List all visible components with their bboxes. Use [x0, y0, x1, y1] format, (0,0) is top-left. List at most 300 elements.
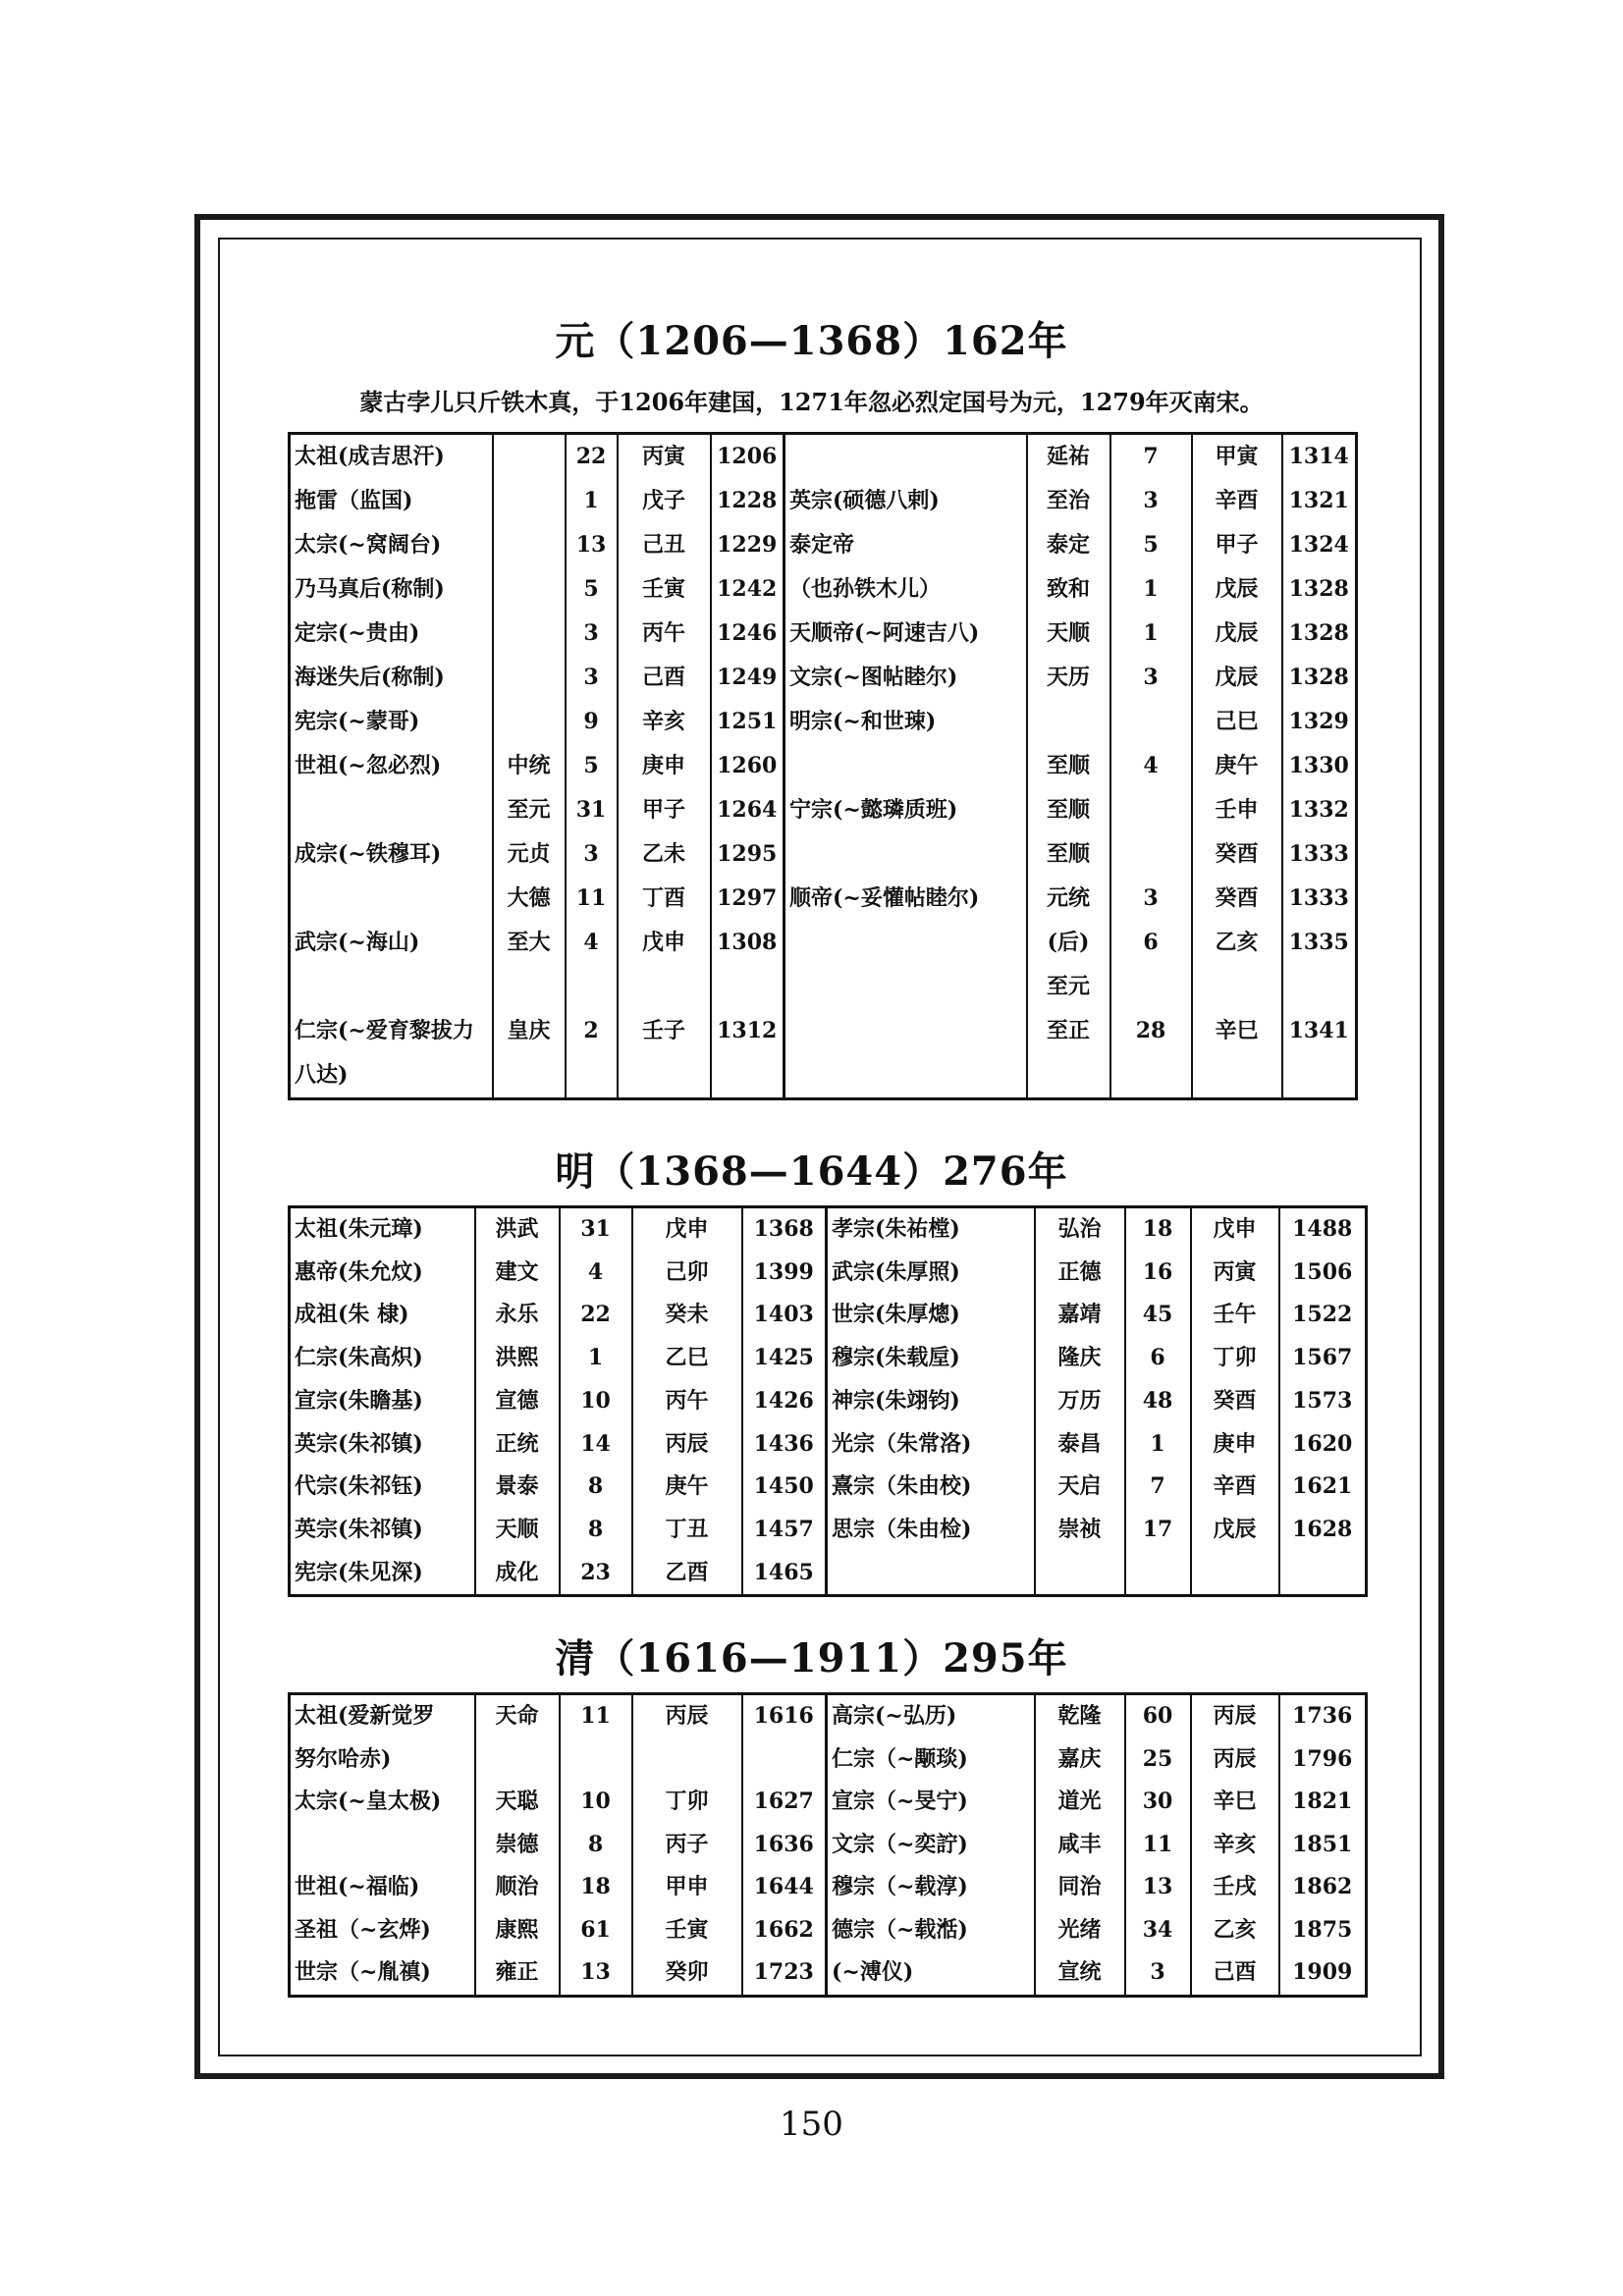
years-cell: 11 [1125, 1824, 1191, 1867]
ganzhi-cell: 丙辰 [632, 1694, 742, 1738]
emperor-cell: 太祖(朱元璋) [290, 1207, 475, 1252]
emperor-cell: 天顺帝(~阿速吉八) [784, 612, 1027, 656]
years-cell [1125, 1552, 1191, 1596]
emperor-cell: 穆宗(朱载垕) [827, 1337, 1035, 1380]
start-year-cell: 1616 [742, 1694, 827, 1738]
emperor-cell: 高宗(~弘历) [827, 1694, 1035, 1738]
years-cell: 30 [1125, 1781, 1191, 1824]
era-name-cell: 弘治 [1035, 1207, 1125, 1252]
ganzhi-cell: 乙酉 [632, 1552, 742, 1596]
start-year-cell: 1249 [711, 656, 784, 700]
ganzhi-cell: 戊申 [1191, 1207, 1279, 1252]
era-name-cell: 永乐 [475, 1294, 560, 1337]
emperor-cell: 光宗（朱常洛) [827, 1423, 1035, 1467]
years-cell: 11 [566, 877, 618, 921]
era-name-cell: 至顺 [1027, 788, 1110, 832]
emperor-cell: 宪宗(~蒙哥) [290, 700, 493, 744]
years-cell: 13 [560, 1951, 632, 1996]
start-year-cell: 1628 [1279, 1509, 1367, 1552]
era-name-cell [1035, 1552, 1125, 1596]
start-year-cell: 1522 [1279, 1294, 1367, 1337]
years-cell: 3 [1110, 479, 1192, 523]
era-name-cell: 景泰 [475, 1466, 560, 1509]
table-row [290, 921, 1357, 965]
ming-title: 明（1368—1644）276年 [555, 1148, 1068, 1195]
era-name-cell: 咸丰 [1035, 1824, 1125, 1867]
table-row [290, 1738, 1367, 1782]
table-row [290, 1694, 1367, 1738]
start-year-cell: 1426 [742, 1380, 827, 1423]
years-cell: 5 [566, 567, 618, 612]
years-cell: 4 [1110, 744, 1192, 788]
table-row [290, 1294, 1367, 1337]
era-name-cell: (后) [1027, 921, 1110, 965]
ganzhi-cell: 辛酉 [1192, 479, 1282, 523]
era-name-cell: 洪熙 [475, 1337, 560, 1380]
page-number: 150 [780, 2105, 843, 2144]
start-year-cell: 1723 [742, 1951, 827, 1996]
ganzhi-cell: 辛亥 [618, 700, 711, 744]
emperor-cell: 思宗（朱由检) [827, 1509, 1035, 1552]
years-cell: 9 [566, 700, 618, 744]
emperor-cell [784, 832, 1027, 877]
emperor-cell [290, 788, 493, 832]
start-year-cell: 1206 [711, 434, 784, 480]
start-year-cell: 1488 [1279, 1207, 1367, 1252]
era-name-cell: 至顺 [1027, 832, 1110, 877]
era-name-cell: 元贞 [493, 832, 566, 877]
era-name-cell: 乾隆 [1035, 1694, 1125, 1738]
table-row [290, 1207, 1367, 1252]
years-cell: 3 [1125, 1951, 1191, 1996]
years-cell: 61 [560, 1909, 632, 1952]
table-row [290, 1509, 1367, 1552]
start-year-cell: 1821 [1279, 1781, 1367, 1824]
era-name-cell: 成化 [475, 1552, 560, 1596]
era-name-cell: 崇德 [475, 1824, 560, 1867]
years-cell: 7 [1125, 1466, 1191, 1509]
years-cell: 31 [560, 1207, 632, 1252]
yuan-subtitle: 蒙古孛儿只斤铁木真，于1206年建国，1271年忽必烈定国号为元，1279年灭南宋。 [359, 388, 1264, 416]
ganzhi-cell: 丁丑 [632, 1509, 742, 1552]
table-row [290, 612, 1357, 656]
emperor-cell: 德宗（~载湉) [827, 1909, 1035, 1952]
emperor-cell: 明宗(~和世㻋) [784, 700, 1027, 744]
years-cell: 3 [566, 832, 618, 877]
start-year-cell: 1425 [742, 1337, 827, 1380]
era-name-cell: 大德 [493, 877, 566, 921]
start-year-cell: 1436 [742, 1423, 827, 1467]
start-year-cell [1279, 1552, 1367, 1596]
ganzhi-cell [1192, 965, 1282, 1009]
start-year-cell: 1229 [711, 523, 784, 567]
years-cell: 1 [1125, 1423, 1191, 1467]
era-name-cell: 元统 [1027, 877, 1110, 921]
emperor-cell: 成祖(朱 棣) [290, 1294, 475, 1337]
years-cell: 16 [1125, 1252, 1191, 1295]
ganzhi-cell: 己卯 [632, 1252, 742, 1295]
emperor-cell: 泰定帝 [784, 523, 1027, 567]
start-year-cell: 1567 [1279, 1337, 1367, 1380]
start-year-cell: 1636 [742, 1824, 827, 1867]
era-name-cell: 宣德 [475, 1380, 560, 1423]
start-year-cell: 1329 [1282, 700, 1357, 744]
era-name-cell: 中统 [493, 744, 566, 788]
years-cell: 18 [560, 1866, 632, 1909]
start-year-cell: 1368 [742, 1207, 827, 1252]
start-year-cell: 1450 [742, 1466, 827, 1509]
start-year-cell: 1333 [1282, 877, 1357, 921]
era-name-cell [493, 434, 566, 480]
ganzhi-cell: 壬戌 [1191, 1866, 1279, 1909]
years-cell: 48 [1125, 1380, 1191, 1423]
emperor-cell: 太祖(成吉思汗) [290, 434, 493, 480]
ganzhi-cell: 庚午 [632, 1466, 742, 1509]
years-cell: 23 [560, 1552, 632, 1596]
ganzhi-cell: 丁卯 [632, 1781, 742, 1824]
start-year-cell [711, 965, 784, 1009]
ganzhi-cell: 壬寅 [632, 1909, 742, 1952]
start-year-cell: 1332 [1282, 788, 1357, 832]
emperor-cell: （也孙铁木儿） [784, 567, 1027, 612]
qing-table [288, 1692, 1368, 1998]
ganzhi-cell: 己酉 [618, 656, 711, 700]
years-cell: 13 [1125, 1866, 1191, 1909]
start-year-cell: 1403 [742, 1294, 827, 1337]
start-year-cell: 1314 [1282, 434, 1357, 480]
emperor-cell: 孝宗(朱祐樘) [827, 1207, 1035, 1252]
years-cell [1110, 832, 1192, 877]
start-year-cell: 1399 [742, 1252, 827, 1295]
ganzhi-cell: 甲寅 [1192, 434, 1282, 480]
years-cell [1110, 700, 1192, 744]
ganzhi-cell: 甲申 [632, 1866, 742, 1909]
years-cell: 22 [560, 1294, 632, 1337]
ganzhi-cell: 丙寅 [618, 434, 711, 480]
years-cell: 4 [560, 1252, 632, 1295]
ganzhi-cell: 乙未 [618, 832, 711, 877]
era-name-cell [493, 965, 566, 1009]
ganzhi-cell: 壬子 [618, 1009, 711, 1099]
era-name-cell: 洪武 [475, 1207, 560, 1252]
ganzhi-cell: 癸酉 [1192, 877, 1282, 921]
emperor-cell [290, 1824, 475, 1867]
years-cell: 14 [560, 1423, 632, 1467]
years-cell: 3 [1110, 877, 1192, 921]
era-name-cell: 道光 [1035, 1781, 1125, 1824]
start-year-cell: 1228 [711, 479, 784, 523]
ming-table [288, 1205, 1368, 1597]
ganzhi-cell: 丙午 [618, 612, 711, 656]
ganzhi-cell: 己酉 [1191, 1951, 1279, 1996]
years-cell: 5 [1110, 523, 1192, 567]
start-year-cell: 1506 [1279, 1252, 1367, 1295]
ganzhi-cell: 戊辰 [1191, 1509, 1279, 1552]
emperor-cell [784, 965, 1027, 1009]
emperor-cell: 英宗(朱祁镇) [290, 1509, 475, 1552]
ganzhi-cell: 壬午 [1191, 1294, 1279, 1337]
years-cell: 4 [566, 921, 618, 965]
start-year-cell: 1335 [1282, 921, 1357, 965]
start-year-cell: 1333 [1282, 832, 1357, 877]
era-name-cell: 同治 [1035, 1866, 1125, 1909]
ganzhi-cell: 甲子 [618, 788, 711, 832]
emperor-cell: 宪宗(朱见深) [290, 1552, 475, 1596]
years-cell: 10 [560, 1380, 632, 1423]
table-row [290, 965, 1357, 1009]
start-year-cell: 1308 [711, 921, 784, 965]
emperor-cell: 太祖(爱新觉罗 [290, 1694, 475, 1738]
years-cell: 31 [566, 788, 618, 832]
years-cell: 5 [566, 744, 618, 788]
era-name-cell: 天顺 [1027, 612, 1110, 656]
ganzhi-cell: 戊辰 [1192, 612, 1282, 656]
era-name-cell: 泰昌 [1035, 1423, 1125, 1467]
emperor-cell: 世宗(朱厚熜) [827, 1294, 1035, 1337]
emperor-cell: (~溥仪) [827, 1951, 1035, 1996]
start-year-cell: 1312 [711, 1009, 784, 1099]
table-row [290, 1252, 1367, 1295]
years-cell: 22 [566, 434, 618, 480]
years-cell: 8 [560, 1466, 632, 1509]
years-cell [560, 1738, 632, 1782]
table-row [290, 434, 1357, 480]
era-name-cell: 至元 [1027, 965, 1110, 1009]
table-row [290, 832, 1357, 877]
table-row [290, 1009, 1357, 1099]
ganzhi-cell: 戊辰 [1192, 656, 1282, 700]
table-row [290, 1337, 1367, 1380]
years-cell: 34 [1125, 1909, 1191, 1952]
table-row [290, 744, 1357, 788]
table-row [290, 1909, 1367, 1952]
ganzhi-cell: 壬申 [1192, 788, 1282, 832]
emperor-cell: 拖雷（监国) [290, 479, 493, 523]
table-row [290, 1423, 1367, 1467]
ganzhi-cell: 辛巳 [1191, 1781, 1279, 1824]
emperor-cell: 穆宗（~载淳) [827, 1866, 1035, 1909]
ganzhi-cell: 丙辰 [1191, 1738, 1279, 1782]
emperor-cell: 乃马真后(称制) [290, 567, 493, 612]
start-year-cell [1282, 965, 1357, 1009]
emperor-cell: 仁宗(~爱育黎拔力八达) [290, 1009, 493, 1099]
ganzhi-cell: 己丑 [618, 523, 711, 567]
years-cell: 3 [1110, 656, 1192, 700]
table-row [290, 1824, 1367, 1867]
table-row [290, 788, 1357, 832]
emperor-cell: 世宗（~胤禛) [290, 1951, 475, 1996]
ganzhi-cell: 庚申 [1191, 1423, 1279, 1467]
start-year-cell: 1328 [1282, 656, 1357, 700]
emperor-cell [290, 877, 493, 921]
emperor-cell: 武宗(朱厚照) [827, 1252, 1035, 1295]
years-cell: 1 [1110, 567, 1192, 612]
ganzhi-cell: 丁酉 [618, 877, 711, 921]
years-cell [1110, 788, 1192, 832]
years-cell [1110, 965, 1192, 1009]
years-cell: 8 [560, 1824, 632, 1867]
table-row [290, 1781, 1367, 1824]
start-year-cell: 1909 [1279, 1951, 1367, 1996]
ganzhi-cell: 戊申 [618, 921, 711, 965]
emperor-cell [827, 1552, 1035, 1596]
emperor-cell: 仁宗（~颙琰) [827, 1738, 1035, 1782]
start-year-cell: 1862 [1279, 1866, 1367, 1909]
era-name-cell [493, 479, 566, 523]
ganzhi-cell [1191, 1552, 1279, 1596]
start-year-cell: 1328 [1282, 567, 1357, 612]
emperor-cell: 圣祖（~玄烨) [290, 1909, 475, 1952]
ganzhi-cell: 庚申 [618, 744, 711, 788]
years-cell: 3 [566, 612, 618, 656]
years-cell: 25 [1125, 1738, 1191, 1782]
ganzhi-cell: 癸未 [632, 1294, 742, 1337]
era-name-cell: 光绪 [1035, 1909, 1125, 1952]
table-row [290, 1552, 1367, 1596]
ganzhi-cell [618, 965, 711, 1009]
start-year-cell: 1662 [742, 1909, 827, 1952]
era-name-cell: 至正 [1027, 1009, 1110, 1099]
ganzhi-cell: 乙亥 [1191, 1909, 1279, 1952]
years-cell: 6 [1110, 921, 1192, 965]
years-cell: 8 [560, 1509, 632, 1552]
ganzhi-cell: 乙巳 [632, 1337, 742, 1380]
start-year-cell: 1573 [1279, 1380, 1367, 1423]
emperor-cell [290, 965, 493, 1009]
table-row [290, 700, 1357, 744]
emperor-cell: 成宗(~铁穆耳) [290, 832, 493, 877]
ganzhi-cell: 甲子 [1192, 523, 1282, 567]
years-cell: 11 [560, 1694, 632, 1738]
emperor-cell: 神宗(朱翊钧) [827, 1380, 1035, 1423]
years-cell: 1 [566, 479, 618, 523]
era-name-cell: 至大 [493, 921, 566, 965]
start-year-cell: 1736 [1279, 1694, 1367, 1738]
era-name-cell: 天启 [1035, 1466, 1125, 1509]
era-name-cell: 泰定 [1027, 523, 1110, 567]
years-cell: 17 [1125, 1509, 1191, 1552]
ganzhi-cell: 己巳 [1192, 700, 1282, 744]
emperor-cell: 文宗(~图帖睦尔) [784, 656, 1027, 700]
start-year-cell: 1621 [1279, 1466, 1367, 1509]
era-name-cell: 正德 [1035, 1252, 1125, 1295]
ganzhi-cell: 辛酉 [1191, 1466, 1279, 1509]
era-name-cell: 顺治 [475, 1866, 560, 1909]
era-name-cell: 正统 [475, 1423, 560, 1467]
emperor-cell: 宣宗（~旻宁) [827, 1781, 1035, 1824]
years-cell: 7 [1110, 434, 1192, 480]
era-name-cell: 康熙 [475, 1909, 560, 1952]
start-year-cell: 1328 [1282, 612, 1357, 656]
table-row [290, 1380, 1367, 1423]
ganzhi-cell: 壬寅 [618, 567, 711, 612]
era-name-cell: 嘉庆 [1035, 1738, 1125, 1782]
ganzhi-cell: 丙午 [632, 1380, 742, 1423]
emperor-cell: 海迷失后(称制) [290, 656, 493, 700]
era-name-cell: 天顺 [475, 1509, 560, 1552]
era-name-cell: 雍正 [475, 1951, 560, 1996]
era-name-cell [493, 567, 566, 612]
ganzhi-cell: 癸卯 [632, 1951, 742, 1996]
emperor-cell: 惠帝(朱允炆) [290, 1252, 475, 1295]
yuan-title: 元（1206—1368）162年 [555, 318, 1068, 364]
emperor-cell: 太宗(~皇太极) [290, 1781, 475, 1824]
ganzhi-cell: 癸酉 [1192, 832, 1282, 877]
start-year-cell: 1260 [711, 744, 784, 788]
start-year-cell: 1297 [711, 877, 784, 921]
era-name-cell: 皇庆 [493, 1009, 566, 1099]
era-name-cell [475, 1738, 560, 1782]
start-year-cell: 1796 [1279, 1738, 1367, 1782]
years-cell: 13 [566, 523, 618, 567]
era-name-cell: 天历 [1027, 656, 1110, 700]
years-cell: 10 [560, 1781, 632, 1824]
ganzhi-cell: 乙亥 [1192, 921, 1282, 965]
era-name-cell [493, 656, 566, 700]
start-year-cell: 1321 [1282, 479, 1357, 523]
ganzhi-cell: 丙辰 [632, 1423, 742, 1467]
start-year-cell [742, 1738, 827, 1782]
start-year-cell: 1620 [1279, 1423, 1367, 1467]
era-name-cell: 天命 [475, 1694, 560, 1738]
era-name-cell: 隆庆 [1035, 1337, 1125, 1380]
era-name-cell: 天聪 [475, 1781, 560, 1824]
emperor-cell [784, 434, 1027, 480]
emperor-cell [784, 921, 1027, 965]
start-year-cell: 1627 [742, 1781, 827, 1824]
emperor-cell: 熹宗（朱由校) [827, 1466, 1035, 1509]
emperor-cell: 英宗(朱祁镇) [290, 1423, 475, 1467]
start-year-cell: 1324 [1282, 523, 1357, 567]
emperor-cell: 宣宗(朱瞻基) [290, 1380, 475, 1423]
start-year-cell: 1465 [742, 1552, 827, 1596]
era-name-cell: 至治 [1027, 479, 1110, 523]
yuan-table [288, 432, 1358, 1100]
start-year-cell: 1644 [742, 1866, 827, 1909]
start-year-cell: 1330 [1282, 744, 1357, 788]
start-year-cell: 1341 [1282, 1009, 1357, 1099]
table-row [290, 1866, 1367, 1909]
ganzhi-cell [632, 1738, 742, 1782]
years-cell: 60 [1125, 1694, 1191, 1738]
ganzhi-cell: 丙寅 [1191, 1252, 1279, 1295]
emperor-cell [784, 1009, 1027, 1099]
era-name-cell: 延祐 [1027, 434, 1110, 480]
start-year-cell: 1251 [711, 700, 784, 744]
table-row [290, 567, 1357, 612]
emperor-cell: 世祖(~忽必烈) [290, 744, 493, 788]
years-cell: 28 [1110, 1009, 1192, 1099]
emperor-cell: 代宗(朱祁钰) [290, 1466, 475, 1509]
era-name-cell: 宣统 [1035, 1951, 1125, 1996]
era-name-cell: 致和 [1027, 567, 1110, 612]
ganzhi-cell: 癸酉 [1191, 1380, 1279, 1423]
emperor-cell: 努尔哈赤) [290, 1738, 475, 1782]
start-year-cell: 1264 [711, 788, 784, 832]
start-year-cell: 1457 [742, 1509, 827, 1552]
start-year-cell: 1851 [1279, 1824, 1367, 1867]
years-cell [566, 965, 618, 1009]
years-cell: 18 [1125, 1207, 1191, 1252]
table-row [290, 656, 1357, 700]
years-cell: 3 [566, 656, 618, 700]
emperor-cell: 武宗(~海山) [290, 921, 493, 965]
years-cell: 6 [1125, 1337, 1191, 1380]
emperor-cell: 顺帝(~妥懽帖睦尔) [784, 877, 1027, 921]
ganzhi-cell: 辛巳 [1192, 1009, 1282, 1099]
era-name-cell [493, 612, 566, 656]
emperor-cell: 仁宗(朱高炽) [290, 1337, 475, 1380]
